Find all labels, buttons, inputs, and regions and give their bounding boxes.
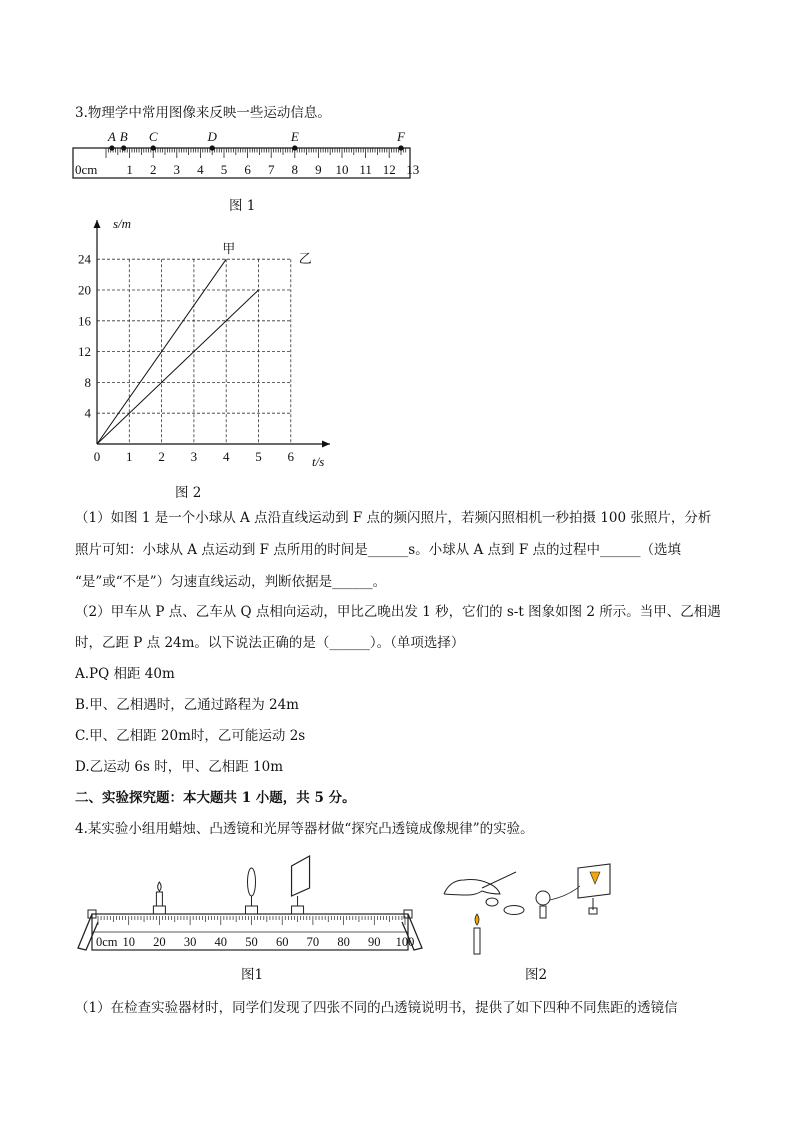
bench-label: 30 [183, 935, 197, 949]
lens-handle [540, 906, 546, 918]
q3-part1-line2: 照片可知：小球从 A 点运动到 F 点所用的时间是______s。小球从 A 点到 F 点的过程中______（选填 [75, 542, 681, 558]
q4-fig2-caption: 图2 [525, 967, 548, 983]
ruler-label: 4 [197, 162, 204, 177]
x-tick-label: 1 [126, 449, 133, 464]
candle-holder [153, 906, 165, 914]
ruler-point-f [398, 145, 403, 150]
lens-sketch-figure [442, 858, 622, 958]
ruler-point-d [210, 145, 215, 150]
ruler-label: 0cm [75, 162, 98, 177]
bench-label: 100 [395, 935, 415, 949]
bench-label: 50 [245, 935, 258, 949]
bench-label: 60 [275, 935, 289, 949]
light-path [550, 886, 580, 900]
option-d: D.乙运动 6s 时，甲、乙相距 10m [75, 759, 284, 775]
st-graph [72, 212, 342, 474]
x-tick-label: 0 [93, 449, 101, 464]
bench-label: 40 [214, 935, 228, 949]
option-c: C.甲、乙相距 20m时，乙可能运动 2s [75, 728, 306, 744]
x-tick-label: 3 [190, 449, 198, 464]
x-tick-label: 6 [287, 449, 295, 464]
bench-label: 10 [122, 935, 135, 949]
series-line-2 [97, 290, 259, 444]
candle-body [156, 892, 162, 906]
y-tick-label: 16 [78, 313, 91, 329]
x-axis-label: t/s [312, 454, 325, 469]
ruler-label: 8 [291, 162, 299, 177]
series-label: 乙 [298, 251, 312, 267]
candle-flame-icon [475, 914, 479, 925]
q3-part1-line1: （1）如图 1 是一个小球从 A 点沿直线运动到 F 点的频闪照片，若频闪照相机一秒拍摄 100 张照片，分析 [75, 510, 712, 526]
wire [482, 872, 516, 888]
series-label: 甲 [222, 241, 236, 257]
option-a: A.PQ 相距 40m [75, 666, 175, 682]
bench-label: 80 [337, 935, 350, 949]
q4-intro: 4.某实验小组用蜡烛、凸透镜和光屏等器材做“探究凸透镜成像规律”的实验。 [75, 821, 534, 837]
ruler-label: 1 [126, 162, 133, 177]
x-tick-label: 4 [222, 449, 230, 464]
ruler-point-b [121, 145, 126, 150]
ruler-point-label: F [397, 129, 405, 144]
fig1-caption: 图 1 [229, 198, 256, 214]
ruler-label: 2 [149, 162, 157, 177]
image-ellipse [486, 898, 498, 906]
ruler-label: 10 [335, 162, 349, 177]
y-tick-label: 20 [78, 282, 91, 298]
q3-part2-line1: （2）甲车从 P 点、乙车从 Q 点相向运动，甲比乙晚出发 1 秒，它们的 s-t 图象如图 2 所示。当甲、乙相遇 [75, 604, 721, 620]
x-axis-arrow [322, 441, 330, 448]
candle-body [474, 928, 480, 954]
inverted-flame-icon [590, 872, 600, 884]
lens-icon [248, 868, 256, 896]
q3-part1-line3: “是”或“不是”）匀速直线运动，判断依据是______。 [75, 574, 387, 590]
bench-label: 20 [153, 935, 166, 949]
x-tick-label: 5 [255, 449, 262, 464]
y-tick-label: 8 [84, 374, 91, 390]
y-axis-arrow [94, 220, 101, 228]
candle-flame-icon [158, 882, 162, 891]
bench-label: 70 [306, 935, 320, 949]
y-tick-label: 4 [84, 405, 91, 421]
ruler-label: 12 [382, 162, 396, 177]
y-tick-label: 12 [78, 344, 91, 360]
bench-label: 90 [368, 935, 381, 949]
y-tick-label: 24 [78, 251, 91, 267]
q3-intro: 3.物理学中常用图像来反映一些运动信息。 [75, 105, 331, 121]
y-axis-label: s/m [113, 216, 132, 231]
hand-icon [444, 880, 500, 896]
ruler-label: 11 [359, 162, 372, 177]
image-ellipse [504, 906, 524, 915]
lens-icon [536, 891, 550, 905]
bench-label: 0cm [96, 935, 118, 949]
ruler-point-a [109, 145, 114, 150]
x-tick-label: 2 [158, 449, 165, 464]
screen-holder [292, 906, 304, 914]
ruler-figure [70, 128, 420, 186]
ruler-point-e [292, 145, 297, 150]
ruler-point-label: A [107, 129, 116, 144]
q3-part2-line2: 时，乙距 P 点 24m。以下说法正确的是（______）。（单项选择） [75, 635, 465, 651]
ruler-point-c [151, 145, 156, 150]
optical-bench-figure [70, 852, 432, 958]
ruler-label: 5 [220, 162, 228, 177]
ruler-point-label: E [290, 129, 299, 144]
ruler-label: 13 [406, 162, 420, 177]
ruler-point-label: D [207, 129, 217, 144]
screen-icon [292, 856, 310, 896]
ruler-label: 7 [267, 162, 275, 177]
ruler-label: 3 [173, 162, 181, 177]
option-b: B.甲、乙相遇时，乙通过路程为 24m [75, 697, 299, 713]
fig2-caption: 图 2 [175, 485, 202, 501]
ruler-label: 6 [244, 162, 251, 177]
q4-fig1-caption: 图1 [241, 967, 264, 983]
ruler-label: 9 [315, 162, 322, 177]
ruler-point-label: C [148, 129, 158, 144]
ruler-point-label: B [119, 129, 128, 144]
section2-heading: 二、实验探究题：本大题共 1 小题，共 5 分。 [75, 790, 356, 806]
lens-holder [246, 906, 258, 914]
q4-part1-line1: （1）在检查实验器材时，同学们发现了四张不同的凸透镜说明书，提供了如下四种不同焦距的透镜信 [75, 1000, 678, 1016]
